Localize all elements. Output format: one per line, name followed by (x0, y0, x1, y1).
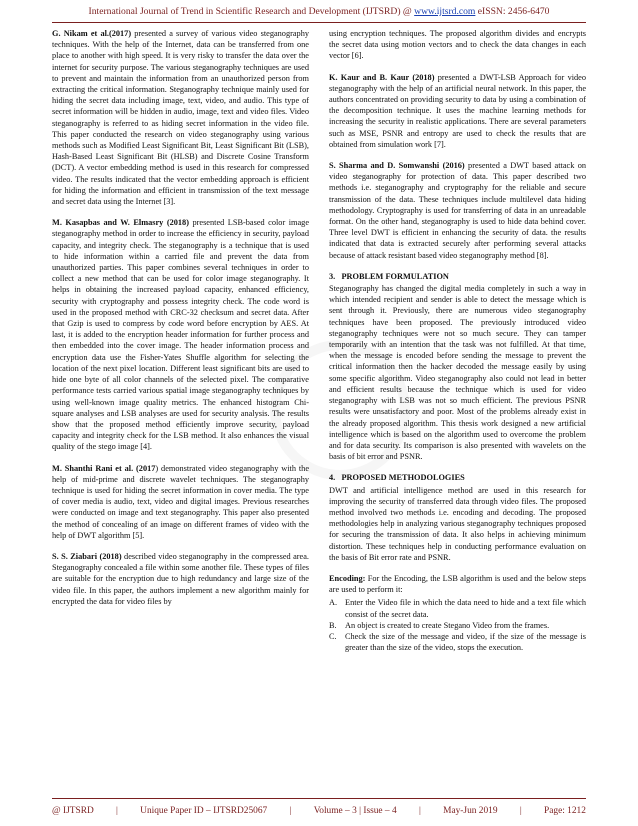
paragraph-kaur (329, 72, 586, 150)
paragraph-kasapbas (52, 217, 309, 452)
paragraph-text: presented LSB-based color image steganography method in order to increase the efficiency in security, payload capacity, and integrity check. The steganography is a technique that is used to hide information within a carried file and prevent the data from unauthorized parties. This paper combines several techniques in order to collect a new method that can be used for color image steganography. It helps in obtaining the increased payload capacity, enhanced efficiency, security with cryptography and possess integrity check. The code word is used in the proposed method with CRC-32 checksum and secret data. After that Gzip is used to compress by code word before encryption by AES. At last, it is added to the encryption header information for further process and then embedded into the cover image. The header information process and encryption data use the Fisher-Yates Shuffle algorithm for selecting the location of the next pixel location. Different least significant bits are used to hide one byte of all color channels of the selected pixel. The comparative performance tests carried various spatial image steganography techniques by using well-known image quality metrics. The enhanced histogram Chi-square analyses and LSB analyses are used for security analysis. The results show that the proposed method efficiently improve security, payload capacity and integrity check for the LSB method. It also enhances the visual quality of the stego image [4]. (52, 218, 309, 452)
paragraph-text: For the Encoding, the LSB algorithm is used and the below steps are used to perform it: (329, 573, 586, 595)
journal-title: International Journal of Trend in Scientific Research and Development (IJTSRD) @ (88, 6, 412, 17)
step-text: Enter the Video file in which the data need to hide and a text file which consist of the secret data. (345, 598, 586, 619)
step-text: An object is created to create Stegano Video from the frames. (345, 620, 550, 630)
paragraph-continued: using encryption techniques. The proposed algorithm divides and encrypts the secret data using motion vectors and to check the data changes in each vector [6]. (329, 29, 586, 61)
citation-author: S. S. Ziabari (2018) (52, 551, 122, 561)
step-item (329, 620, 586, 631)
paragraph-encoding (329, 573, 586, 595)
paragraph-shanthi (52, 463, 309, 541)
paragraph-text: described video steganography in the compressed area. Steganography concealed a file within some another file. These types of files are suitable for the encryption due to high redundancy and large size of the video file. In this paper, the authors implement a new algorithm mainly for encrypted the data for video files by (52, 551, 309, 606)
citation-author: M. Kasapbas and W. Elmasry (2018) (52, 218, 189, 228)
step-text: Check the size of the message and video, if the size of the message is greater than the size of the video, stops the execution. (345, 631, 586, 653)
footer-page-number: Page: 1212 (544, 806, 586, 816)
paragraph-ziabari (52, 551, 309, 607)
step-label: C. (329, 631, 337, 641)
header-divider (52, 22, 586, 23)
footer-volume: Volume – 3 | Issue – 4 (313, 806, 397, 816)
footer-separator: | (289, 806, 292, 816)
journal-issn: eISSN: 2456-6470 (477, 6, 550, 17)
footer-separator: | (116, 806, 118, 816)
citation-author: G. Nikam et al.(2017) (52, 29, 132, 38)
footer-journal: @ IJTSRD (52, 806, 94, 816)
left-column (52, 28, 309, 788)
encoding-label: Encoding: (329, 573, 366, 583)
step-item (329, 631, 586, 653)
section-heading-problem: 3. PROBLEM FORMULATION (329, 271, 449, 281)
footer-date: May-Jun 2019 (443, 806, 498, 816)
footer-separator: | (418, 806, 421, 816)
paragraph-text: ) demonstrated video steganography with the help of mid-prime and discrete wavelet techniques. The steganography technique is used for hiding the secret information in cover media. The type of cover media is audio, text, video and digital images. Previous researches were conducted on image and text steganography. This paper also presented the method of concealing of an image on different frames of video with the help of DWT algorithm [5]. (52, 463, 309, 540)
right-column (329, 28, 586, 788)
paragraph-text: presented a DWT-LSB Approach for video steganography with the help of an artificial neural network. In this paper, the authors concentrated on providing security to data by using a combination of the decomposition technique. It uses the machine learning methods for increasing the security in realistic applications. There are several parameters such as MSE, PSNR and entropy are used to check the results that are obtained from simulation work [7]. (329, 72, 586, 149)
section-heading-methodologies: 4. PROPOSED METHODOLOGIES (329, 473, 465, 483)
paragraph-sharma (329, 160, 586, 261)
footer-divider (52, 798, 586, 799)
paragraph-text: presented a survey of various video steganography techniques. With the help of the Internet, data can be transferred from one place to another with high speed. It is very risky to transfer the data over the internet for security purpose. The various steganography techniques are used to prevent and maintain the information from an unauthorized person from extracting the critical information. Steganography technique mainly used for hiding the secret data including image, text, video, and audio. This type of secret information will be hidden in audio, image, text and video files. Video steganography is referred to as hiding secret information in the video file. This paper conducted the research on video steganography using various methods such as Modified Least Significant Bit, Least Significant Bit (LSB), Hash-Based Least Significant Bit (HLSB) and Discrete Cosine Transform (DCT). A vector embedding method is used in this research for compressed video. The results indicated that the vector embedding approach is efficient for hiding the information and efficient in transmission of the text message and secret data using the Internet [3]. (52, 29, 309, 207)
page-footer (52, 805, 586, 817)
paragraph-problem: Steganography has changed the digital media completely in such a way in which intended recipient and sender is able to detect the message which is sent through it. Previously, there are numerous video steganography techniques have been proposed. The previously introduced video steganography techniques were not so much secure. They can tamper temporarily with an intention that the task was not fulfilled. At that time, when the message is encoded before sending the message to prevent the critical information then the hacker decoded the message easily by using some specific algorithm. Video steganography also could not lead in better and efficient results because the technique which is used for video steganography with LSB was not so much efficient. The previous PSNR results were unsatisfactory and poor. Most of the problems already exist in the already proposed algorithm. This thesis work designed a new artificial intelligence which is based on the algorithm used to overcome the problem and for data security. Its comparison is also presented with wavelets on the basis of bit error and PSNR. (329, 284, 586, 462)
citation-author: K. Kaur and B. Kaur (2018) (329, 72, 435, 82)
step-item (329, 597, 586, 619)
footer-separator: | (519, 806, 522, 816)
citation-author: S. Sharma and D. Somwanshi (2016) (329, 161, 465, 171)
step-label: A. (329, 598, 338, 608)
journal-header (0, 6, 638, 18)
encoding-steps (329, 597, 586, 653)
paragraph-text: presented a DWT based attack on video steganography for protection of data. This paper described two methods i.e. steganography and cryptography for the reliable and secure transmission of the data. These techniques include multilevel data hiding methodology. Cryptography is used for transferring of data in an unreadable format. On the other hand, steganography is used to hide data behind cover. Three level DWT is efficient in enhancing the security of data. the results indicated that data is extracted securely after performing several attacks because of attack resistant based video steganography method [8]. (329, 161, 586, 260)
paragraph-methodologies: DWT and artificial intelligence method are used in this research for improving the security of transferred data through video files. The proposed method involved two methods i.e. encoding and decoding. The proposed methodologies help in analyzing various steganography techniques proposed for securing the transmission of data. It also helps in achieving minimum distortion. These techniques help in conducting performance evaluation on the basis of Bit error rate and PSNR. (329, 485, 586, 562)
paragraph-nikam (52, 28, 309, 207)
footer-paper-id: Unique Paper ID – IJTSRD25067 (140, 806, 268, 816)
step-label: B. (329, 620, 337, 630)
citation-author: M. Shanthi Rani et al. (2017 (52, 463, 156, 473)
journal-url-link[interactable]: www.ijtsrd.com (414, 6, 476, 17)
